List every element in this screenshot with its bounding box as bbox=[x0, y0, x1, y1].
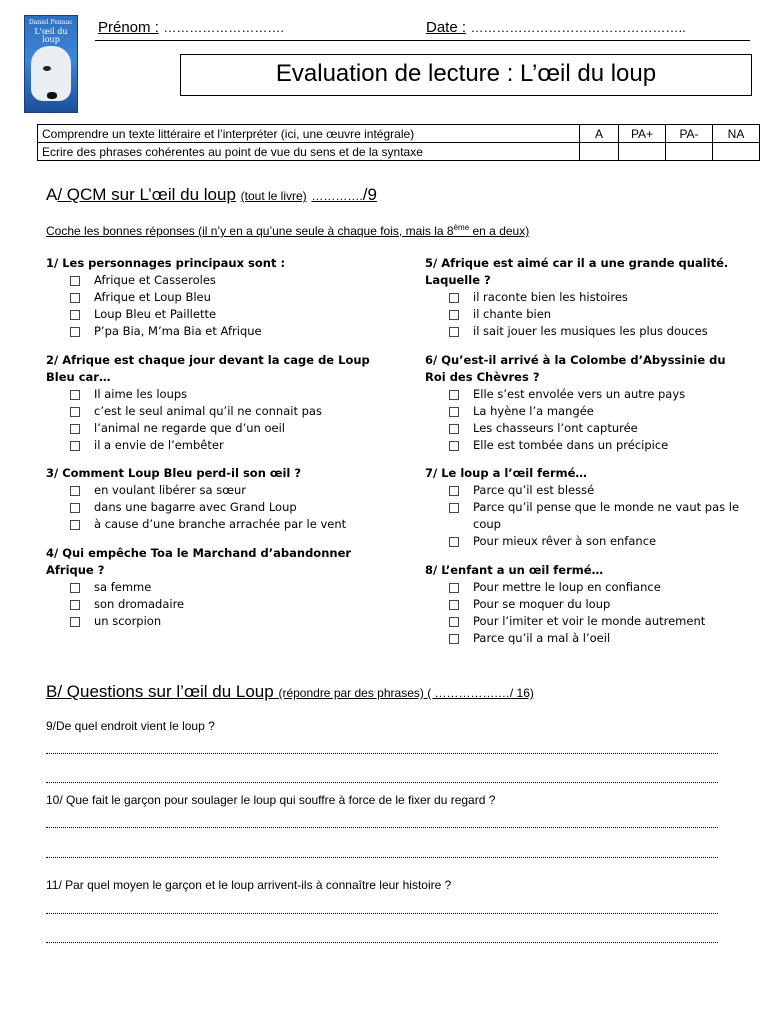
checkbox[interactable] bbox=[449, 424, 459, 434]
checkbox[interactable] bbox=[70, 276, 80, 286]
question-3 bbox=[46, 465, 376, 533]
question-6 bbox=[425, 352, 750, 454]
option[interactable] bbox=[70, 613, 376, 630]
grade-cell[interactable] bbox=[580, 143, 619, 161]
option-label: Parce qu’il est blessé bbox=[473, 483, 595, 497]
answer-line[interactable] bbox=[46, 942, 718, 943]
section-a-score-total: /9 bbox=[362, 185, 377, 204]
option-label: il sait jouer les musiques les plus douces bbox=[473, 324, 708, 338]
section-b-title: B/ Questions sur l’œil du Loup bbox=[46, 682, 274, 701]
option-label: un scorpion bbox=[94, 614, 162, 628]
option-label: Parce qu’il pense que le monde ne vaut pas le coup bbox=[473, 500, 740, 531]
question-11: 11/ Par quel moyen le garçon et le loup arrivent-ils à connaître leur histoire ? bbox=[46, 878, 452, 892]
option-label: c’est le seul animal qu’il ne connait pas bbox=[94, 404, 322, 418]
option[interactable] bbox=[70, 403, 376, 420]
section-b-note: (répondre par des phrases) ( …………….…/ 16) bbox=[278, 686, 534, 700]
option-label: l’animal ne regarde que d’un oeil bbox=[94, 421, 285, 435]
option-label: La hyène l’a mangée bbox=[473, 404, 594, 418]
option-label: Afrique et Loup Bleu bbox=[94, 290, 211, 304]
date-dots: ………………………………………….. bbox=[470, 20, 686, 35]
header-rule bbox=[95, 40, 750, 41]
option-label: son dromadaire bbox=[94, 597, 185, 611]
option[interactable] bbox=[449, 482, 750, 499]
checkbox[interactable] bbox=[70, 424, 80, 434]
instruction-text bbox=[46, 223, 529, 238]
question-text: 8/ L’enfant a un œil fermé… bbox=[425, 563, 604, 577]
option-label: Afrique et Casseroles bbox=[94, 273, 216, 287]
table-row bbox=[38, 125, 760, 143]
option[interactable] bbox=[70, 420, 376, 437]
prenom-field[interactable] bbox=[98, 19, 284, 37]
answer-line[interactable] bbox=[46, 782, 718, 783]
question-text: 5/ Afrique est aimé car il a une grande qualité. Laquelle ? bbox=[425, 256, 729, 287]
option-label: P’pa Bia, M’ma Bia et Afrique bbox=[94, 324, 262, 338]
section-a-scope: (tout le livre) bbox=[240, 189, 307, 203]
checkbox[interactable] bbox=[449, 537, 459, 547]
option-label: il a envie de l’embêter bbox=[94, 438, 224, 452]
option[interactable] bbox=[70, 306, 376, 323]
checkbox[interactable] bbox=[70, 520, 80, 530]
checkbox[interactable] bbox=[449, 486, 459, 496]
question-10: 10/ Que fait le garçon pour soulager le loup qui souffre à force de le fixer du regard ? bbox=[46, 793, 496, 807]
checkbox[interactable] bbox=[70, 390, 80, 400]
option[interactable] bbox=[449, 596, 750, 613]
page-title: Evaluation de lecture : L’œil du loup bbox=[275, 60, 657, 87]
section-b-heading bbox=[46, 682, 534, 702]
option[interactable] bbox=[70, 437, 376, 454]
section-a-score-dots: …………. bbox=[311, 189, 363, 203]
wolf-nose bbox=[47, 92, 57, 99]
checkbox[interactable] bbox=[70, 503, 80, 513]
question-2 bbox=[46, 352, 376, 454]
option[interactable] bbox=[449, 579, 750, 596]
option-label: Les chasseurs l’ont capturée bbox=[473, 421, 638, 435]
checkbox[interactable] bbox=[70, 310, 80, 320]
option[interactable] bbox=[70, 386, 376, 403]
section-a-letter: A bbox=[46, 185, 58, 204]
header-na: NA bbox=[713, 125, 760, 143]
title-box bbox=[180, 54, 752, 96]
skill-label: Ecrire des phrases cohérentes au point de vue du sens et de la syntaxe bbox=[38, 143, 580, 161]
book-cover-image bbox=[24, 15, 78, 113]
question-5 bbox=[425, 255, 750, 340]
question-text: 1/ Les personnages principaux sont : bbox=[46, 256, 286, 270]
question-1 bbox=[46, 255, 376, 340]
option-label: Elle s’est envolée vers un autre pays bbox=[473, 387, 686, 401]
option-label: Pour l’imiter et voir le monde autrement bbox=[473, 614, 706, 628]
option[interactable] bbox=[70, 516, 376, 533]
answer-line[interactable] bbox=[46, 827, 718, 828]
instruction-end: en a deux) bbox=[472, 224, 530, 238]
option[interactable] bbox=[70, 272, 376, 289]
option[interactable] bbox=[449, 306, 750, 323]
option[interactable] bbox=[449, 613, 750, 630]
checkbox[interactable] bbox=[70, 617, 80, 627]
option[interactable] bbox=[70, 596, 376, 613]
question-text: 3/ Comment Loup Bleu perd-il son œil ? bbox=[46, 466, 302, 480]
table-row bbox=[38, 143, 760, 161]
checkbox[interactable] bbox=[449, 441, 459, 451]
question-text: 2/ Afrique est chaque jour devant la cage de Loup Bleu car… bbox=[46, 353, 370, 384]
checkbox[interactable] bbox=[70, 600, 80, 610]
grade-cell[interactable] bbox=[619, 143, 666, 161]
checkbox[interactable] bbox=[70, 407, 80, 417]
option-label: Pour se moquer du loup bbox=[473, 597, 611, 611]
option-label: Elle est tombée dans un précipice bbox=[473, 438, 669, 452]
header-pa-minus: PA- bbox=[666, 125, 713, 143]
option[interactable] bbox=[449, 323, 750, 340]
checkbox[interactable] bbox=[449, 583, 459, 593]
checkbox[interactable] bbox=[449, 310, 459, 320]
option[interactable] bbox=[70, 482, 376, 499]
option[interactable] bbox=[449, 499, 750, 533]
book-title: L'œil du loup bbox=[34, 27, 68, 44]
checkbox[interactable] bbox=[70, 441, 80, 451]
option-label: il chante bien bbox=[473, 307, 552, 321]
option-label: à cause d’une branche arrachée par le vent bbox=[94, 517, 347, 531]
question-text: 4/ Qui empêche Toa le Marchand d’abandonner Afrique ? bbox=[46, 546, 352, 577]
option-label: il raconte bien les histoires bbox=[473, 290, 628, 304]
option-label: sa femme bbox=[94, 580, 152, 594]
section-a-title: / QCM sur L’œil du loup bbox=[57, 185, 236, 204]
question-8 bbox=[425, 562, 750, 647]
option[interactable] bbox=[70, 579, 376, 596]
option-label: en voulant libérer sa sœur bbox=[94, 483, 247, 497]
checkbox[interactable] bbox=[70, 327, 80, 337]
section-a-heading bbox=[46, 185, 377, 205]
option[interactable] bbox=[449, 403, 750, 420]
date-field[interactable] bbox=[426, 19, 686, 37]
option[interactable] bbox=[449, 630, 750, 647]
option-label: dans une bagarre avec Grand Loup bbox=[94, 500, 297, 514]
prenom-dots: ………………………. bbox=[163, 20, 284, 35]
checkbox[interactable] bbox=[449, 293, 459, 303]
skills-table bbox=[37, 124, 760, 161]
instruction-sup: ème bbox=[453, 223, 470, 232]
grade-cell[interactable] bbox=[666, 143, 713, 161]
option[interactable] bbox=[70, 499, 376, 516]
option-label: Pour mieux rêver à son enfance bbox=[473, 534, 657, 548]
answer-line[interactable] bbox=[46, 753, 718, 754]
option-label: Parce qu’il a mal à l’oeil bbox=[473, 631, 611, 645]
header-pa-plus: PA+ bbox=[619, 125, 666, 143]
option-label: Loup Bleu et Paillette bbox=[94, 307, 217, 321]
option-label: Il aime les loups bbox=[94, 387, 188, 401]
skill-label: Comprendre un texte littéraire et l’interpréter (ici, une œuvre intégrale) bbox=[38, 125, 580, 143]
option[interactable] bbox=[449, 289, 750, 306]
checkbox[interactable] bbox=[449, 390, 459, 400]
option[interactable] bbox=[449, 386, 750, 403]
option-label: Pour mettre le loup en confiance bbox=[473, 580, 661, 594]
option[interactable] bbox=[70, 323, 376, 340]
prenom-label: Prénom : bbox=[98, 19, 159, 36]
instruction-main: Coche les bonnes réponses (il n’y en a qu’une seule à chaque fois, mais la 8 bbox=[46, 224, 454, 238]
question-text: 6/ Qu’est-il arrivé à la Colombe d’Abyssinie du Roi des Chèvres ? bbox=[425, 353, 726, 384]
question-text: 7/ Le loup a l’œil fermé… bbox=[425, 466, 587, 480]
grade-cell[interactable] bbox=[713, 143, 760, 161]
checkbox[interactable] bbox=[449, 407, 459, 417]
book-author: Daniel Pennac bbox=[29, 19, 73, 26]
answer-line[interactable] bbox=[46, 857, 718, 858]
question-7 bbox=[425, 465, 750, 550]
header-a: A bbox=[580, 125, 619, 143]
checkbox[interactable] bbox=[449, 634, 459, 644]
checkbox[interactable] bbox=[449, 600, 459, 610]
option[interactable] bbox=[70, 289, 376, 306]
option[interactable] bbox=[449, 420, 750, 437]
option[interactable] bbox=[449, 533, 750, 550]
checkbox[interactable] bbox=[449, 503, 459, 513]
question-9: 9/De quel endroit vient le loup ? bbox=[46, 719, 215, 733]
answer-line[interactable] bbox=[46, 913, 718, 914]
question-4 bbox=[46, 545, 376, 630]
checkbox[interactable] bbox=[449, 617, 459, 627]
checkbox[interactable] bbox=[70, 293, 80, 303]
date-label: Date : bbox=[426, 19, 467, 36]
checkbox[interactable] bbox=[70, 486, 80, 496]
option[interactable] bbox=[449, 437, 750, 454]
checkbox[interactable] bbox=[70, 583, 80, 593]
checkbox[interactable] bbox=[449, 327, 459, 337]
wolf-eye bbox=[43, 66, 51, 71]
